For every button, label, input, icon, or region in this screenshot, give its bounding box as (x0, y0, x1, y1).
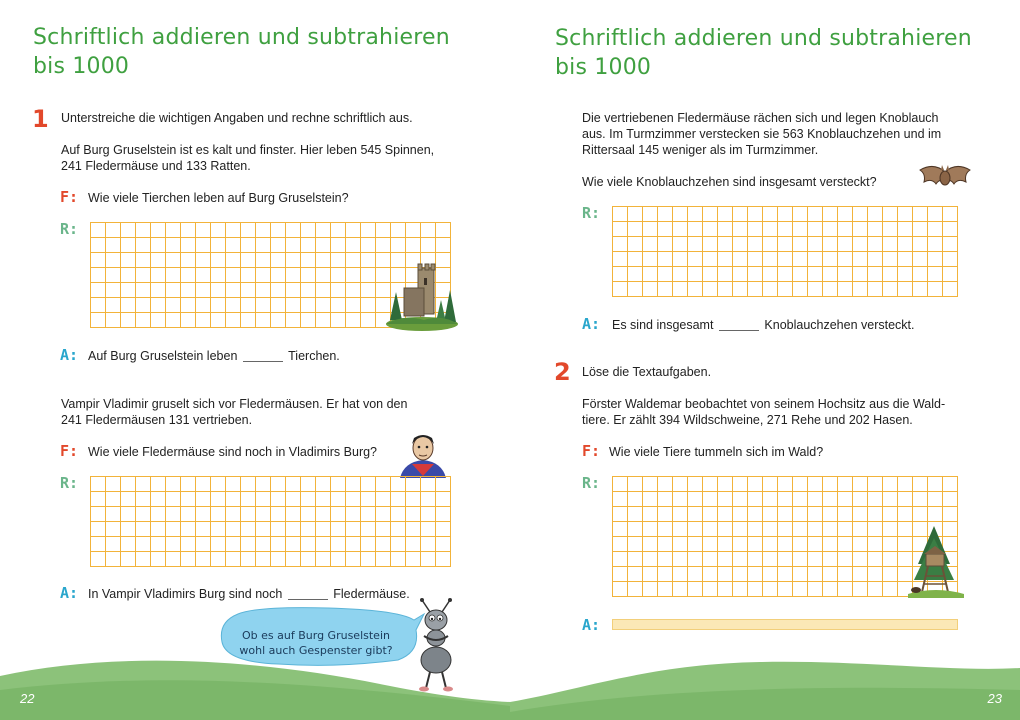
question-label: F: (60, 442, 79, 460)
answer-blank[interactable] (719, 319, 759, 331)
story-text-line1: Die vertriebenen Fledermäuse rächen sich und legen Knoblauch (582, 111, 939, 125)
speech-bubble-line1: Ob es auf Burg Gruselstein (242, 629, 390, 642)
question-label: F: (582, 442, 601, 460)
page-title-line2: bis 1000 (555, 55, 652, 80)
story-text-line2: tiere. Er zählt 394 Wildschweine, 271 Rehe und 202 Hasen. (582, 413, 913, 427)
answer-text-start: In Vampir Vladimirs Burg sind noch (88, 587, 283, 601)
answer-text-start: Es sind insgesamt (612, 318, 714, 332)
answer-label: A: (582, 315, 601, 333)
calculation-label: R: (582, 474, 601, 492)
question-text: Wie viele Tierchen leben auf Burg Gruselstein? (88, 191, 349, 205)
answer-line[interactable] (612, 619, 958, 630)
task-instruction: Löse die Textaufgaben. (582, 365, 712, 379)
answer-text-end: Knoblauchzehen versteckt. (764, 318, 915, 332)
question-text: Wie viele Tiere tummeln sich im Wald? (609, 445, 824, 459)
page-title-line1: Schriftlich addieren und subtrahieren (555, 26, 972, 51)
calculation-label: R: (60, 220, 79, 238)
answer-sentence (88, 586, 410, 602)
bat-illustration (918, 162, 972, 194)
task-instruction: Unterstreiche die wichtigen Angaben und rechne schriftlich aus. (61, 111, 413, 125)
speech-bubble-line2: wohl auch Gespenster gibt? (239, 644, 393, 657)
vampire-illustration (398, 428, 448, 478)
calculation-grid[interactable] (612, 206, 958, 297)
calculation-grid[interactable] (612, 476, 958, 597)
answer-blank[interactable] (288, 588, 328, 600)
answer-text-start: Auf Burg Gruselstein leben (88, 349, 238, 363)
calculation-label: R: (582, 204, 601, 222)
story-text-line2: 241 Fledermäusen 131 vertrieben. (61, 413, 253, 427)
answer-sentence (612, 317, 915, 333)
right-page (510, 0, 1020, 720)
story-text-line2: aus. Im Turmzimmer verstecken sie 563 Knoblauchzehen und im (582, 127, 942, 141)
task-number: 2 (554, 358, 571, 386)
answer-label: A: (60, 584, 79, 602)
story-text-line1: Auf Burg Gruselstein ist es kalt und finster. Hier leben 545 Spinnen, (61, 143, 435, 157)
question-label: F: (60, 188, 79, 206)
story-text-line1: Förster Waldemar beobachtet von seinem Hochsitz aus die Wald- (582, 397, 946, 411)
page-title-line2: bis 1000 (33, 54, 130, 79)
answer-label: A: (582, 616, 601, 634)
calculation-label: R: (60, 474, 79, 492)
answer-text-end: Tierchen. (288, 349, 340, 363)
page-number: 23 (987, 691, 1002, 706)
task-number: 1 (32, 105, 49, 133)
question-text: Wie viele Knoblauchzehen sind insgesamt versteckt? (582, 175, 877, 189)
answer-text-end: Fledermäuse. (333, 587, 410, 601)
calculation-grid[interactable] (90, 476, 451, 567)
story-text-line2: 241 Fledermäuse und 133 Ratten. (61, 159, 251, 173)
answer-blank[interactable] (243, 350, 283, 362)
hunting-stand-illustration (908, 524, 964, 598)
question-text: Wie viele Fledermäuse sind noch in Vladimirs Burg? (88, 445, 378, 459)
page-title-line1: Schriftlich addieren und subtrahieren (33, 25, 450, 50)
answer-sentence (88, 348, 340, 364)
page-number: 22 (20, 691, 35, 706)
story-text-line1: Vampir Vladimir gruselt sich vor Fledermäusen. Er hat von den (61, 397, 408, 411)
castle-illustration (384, 262, 460, 332)
ant-character-illustration (410, 598, 466, 694)
story-text-line3: Rittersaal 145 weniger als im Turmzimmer. (582, 143, 819, 157)
answer-label: A: (60, 346, 79, 364)
